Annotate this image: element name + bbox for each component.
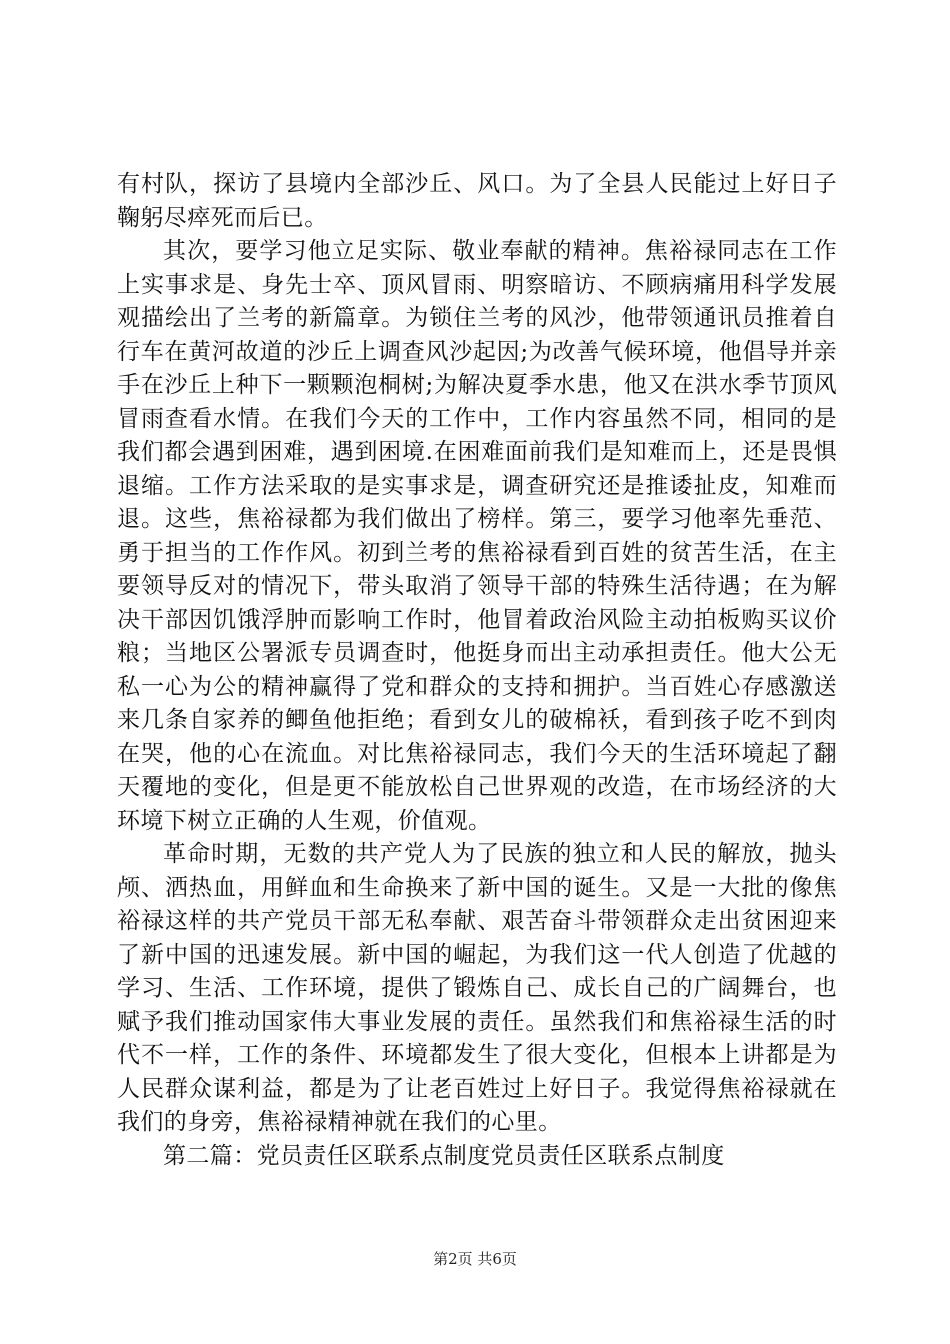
section-heading: 第二篇：党员责任区联系点制度党员责任区联系点制度 <box>163 1142 725 1169</box>
page-footer <box>0 1248 950 1269</box>
page-number-label: 第2页 共6页 <box>433 1250 517 1268</box>
paragraph-second-point: 其次，要学习他立足实际、敬业奉献的精神。焦裕禄同志在工作上实事求是、身先士卒、顶风冒雨、明察暗访、不顾病痛用科学发展观描绘出了兰考的新篇章。为锁住兰考的风沙，他带领通讯员推着自行车在黄河故道的沙丘上调查风沙起因;为改善气候环境，他倡导并亲手在沙丘上种下一颗颗泡桐树;为解决夏季水患，他又在洪水季节顶风冒雨查看水情。在我们今天的工作中，工作内容虽然不同，相同的是我们都会遇到困难，遇到困境.在困难面前我们是知难而上，还是畏惧退缩。工作方法采取的是实事求是，调查研究还是推诿扯皮，知难而退。这些，焦裕禄都为我们做出了榜样。第三，要学习他率先垂范、勇于担当的工作作风。初到兰考的焦裕禄看到百姓的贫苦生活，在主要领导反对的情况下，带头取消了领导干部的特殊生活待遇；在为解决干部因饥饿浮肿而影响工作时，他冒着政治风险主动拍板购买议价粮；当地区公署派专员调查时，他挺身而出主动承担责任。他大公无私一心为公的精神赢得了党和群众的支持和拥护。当百姓心存感激送来几条自家养的鲫鱼他拒绝；看到女儿的破棉袄，看到孩子吃不到肉在哭，他的心在流血。对比焦裕禄同志，我们今天的生活环境起了翻天覆地的变化，但是更不能放松自己世界观的改造，在市场经济的大环境下树立正确的人生观，价值观。 <box>117 238 837 834</box>
paragraph-revolution: 革命时期，无数的共产党人为了民族的独立和人民的解放，抛头颅、洒热血，用鲜血和生命换来了新中国的诞生。又是一大批的像焦裕禄这样的共产党员干部无私奉献、艰苦奋斗带领群众走出贫困迎来了新中国的迅速发展。新中国的崛起，为我们这一代人创造了优越的学习、生活、工作环境，提供了锻炼自己、成长自己的广阔舞台，也赋予我们推动国家伟大事业发展的责任。虽然我们和焦裕禄生活的时代不一样，工作的条件、环境都发生了很大变化，但根本上讲都是为人民群众谋利益，都是为了让老百姓过上好日子。我觉得焦裕禄就在我们的身旁，焦裕禄精神就在我们的心里。 <box>117 841 837 1135</box>
document-body <box>117 168 837 1173</box>
paragraph-continued: 有村队，探访了县境内全部沙丘、风口。为了全县人民能过上好日子鞠躬尽瘁死而后已。 <box>117 171 837 231</box>
